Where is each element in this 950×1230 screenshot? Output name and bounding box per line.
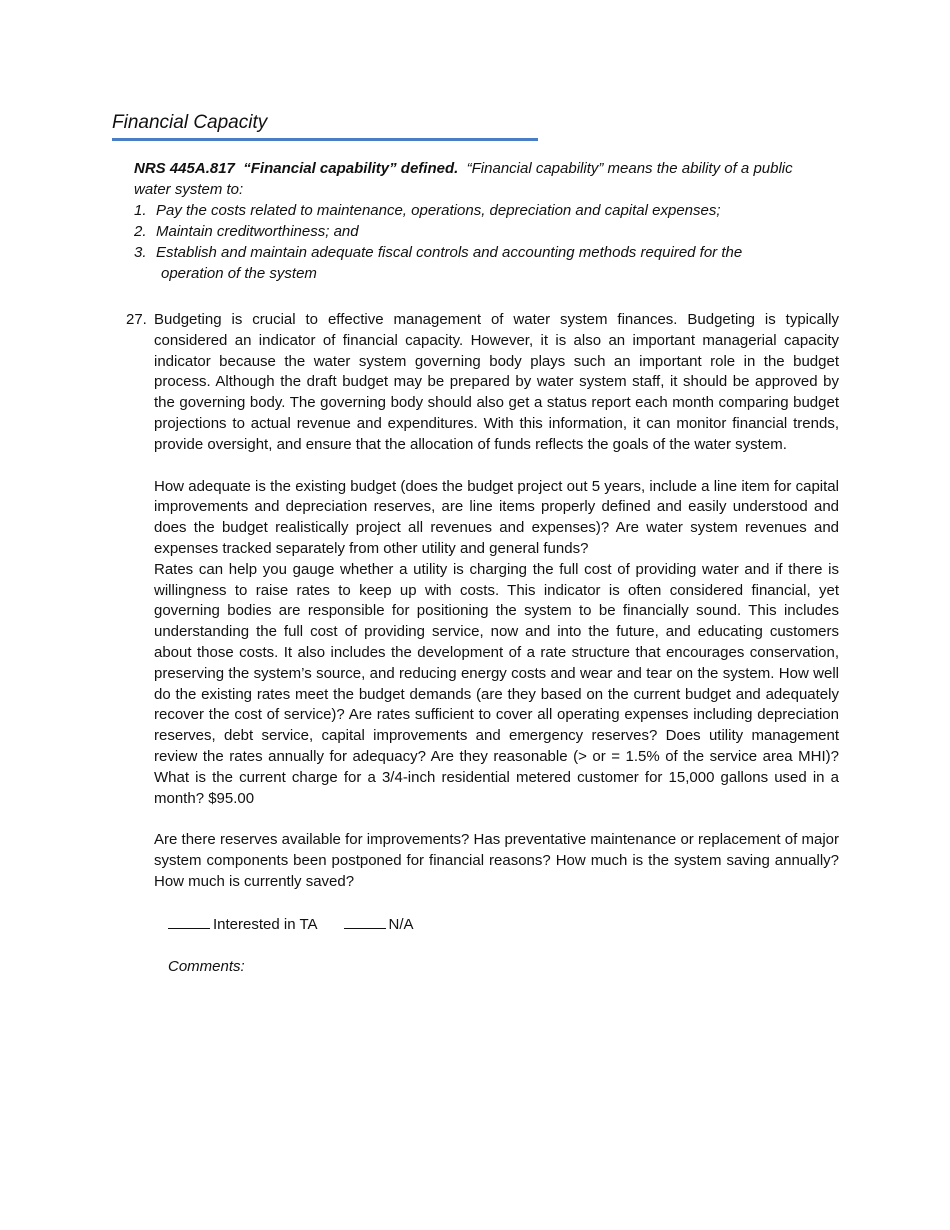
reserves-paragraph: Are there reserves available for improvements? Has preventative maintenance or replacement of major system components been postponed for financial reasons? How much is the system saving annually? How much is currently saved?	[154, 831, 839, 890]
na-blank[interactable]	[344, 914, 386, 929]
section-title: Financial Capacity	[112, 112, 268, 133]
statute-definition	[112, 158, 822, 284]
list-item-text: Maintain creditworthiness; and	[156, 223, 359, 240]
list-item-text: Establish and maintain adequate fiscal controls and accounting methods required for the	[156, 244, 743, 261]
question-number: 27.	[126, 311, 147, 328]
list-item	[112, 221, 822, 242]
statute-ref: NRS 445A.817	[134, 160, 235, 177]
budgeting-paragraph: Budgeting is crucial to effective management of water system finances. Budgeting is typically considered an indicator of financial capacity. However, it is also an important managerial capacity indicator because the water system governing body plays such an important role in the budget process. Although the draft budget may be prepared by water system staff, it should be approved by the governing body. The governing body should also get a status report each month comparing budget projections to actual revenue and expenditures. With this information, it can monitor financial trends, provide oversight, and ensure that the allocation of funds reflects the goals of the water system.	[154, 311, 839, 453]
list-item-number: 1.	[134, 202, 147, 219]
na-label: N/A	[388, 915, 414, 933]
list-item	[112, 242, 822, 284]
list-item-number: 2.	[134, 223, 147, 240]
list-item	[112, 200, 822, 221]
list-item-number: 3.	[134, 244, 147, 261]
list-item-text: Pay the costs related to maintenance, operations, depreciation and capital expenses;	[156, 202, 721, 219]
definition-text: “Financial capability” means the ability of a public water system to:	[134, 160, 793, 198]
ta-blank[interactable]	[168, 914, 210, 929]
list-item-continuation: operation of the system	[161, 265, 317, 282]
rates-paragraph: Rates can help you gauge whether a utility is charging the full cost of providing water and if there is willingness to raise rates to keep up with costs. This indicator is often considered financial, yet governing bodies are responsible for positioning the system to be financially sound. This includes understanding the full cost of providing service, now and into the future, and educating customers about those costs. It also includes the development of a rate structure that encourages conservation, preserving the system’s source, and reducing energy costs and wear and tear on the system. How well do the existing rates meet the budget demands (are they based on the current budget and adequately recover the cost of service)? Are rates sufficient to cover all operating expenses including depreciation reserves, debt service, capital improvements and emergency reserves? Does utility management review the rates annually for adequacy? Are they reasonable (> or = 1.5% of the service area MHI)? What is the current charge for a 3/4-inch residential metered customer for 15,000 gallons used in a month? $95.00	[154, 560, 839, 807]
budget-adequacy-paragraph: How adequate is the existing budget (does the budget project out 5 years, include a line item for capital improvements and depreciation reserves, are line items properly defined and easily understood and does the budget realistically project all revenues and expenses)? Are water system revenues and expenses tracked separately from other utility and general funds?	[154, 477, 839, 557]
ta-options	[168, 914, 839, 936]
comments-label: Comments:	[168, 957, 245, 975]
ta-label: Interested in TA	[213, 915, 318, 933]
definition-list	[112, 200, 822, 284]
definition-lead	[112, 158, 822, 200]
question-27	[118, 310, 839, 977]
statute-term: “Financial capability” defined.	[243, 160, 459, 177]
question-body	[154, 310, 839, 893]
title-underline	[112, 138, 538, 141]
